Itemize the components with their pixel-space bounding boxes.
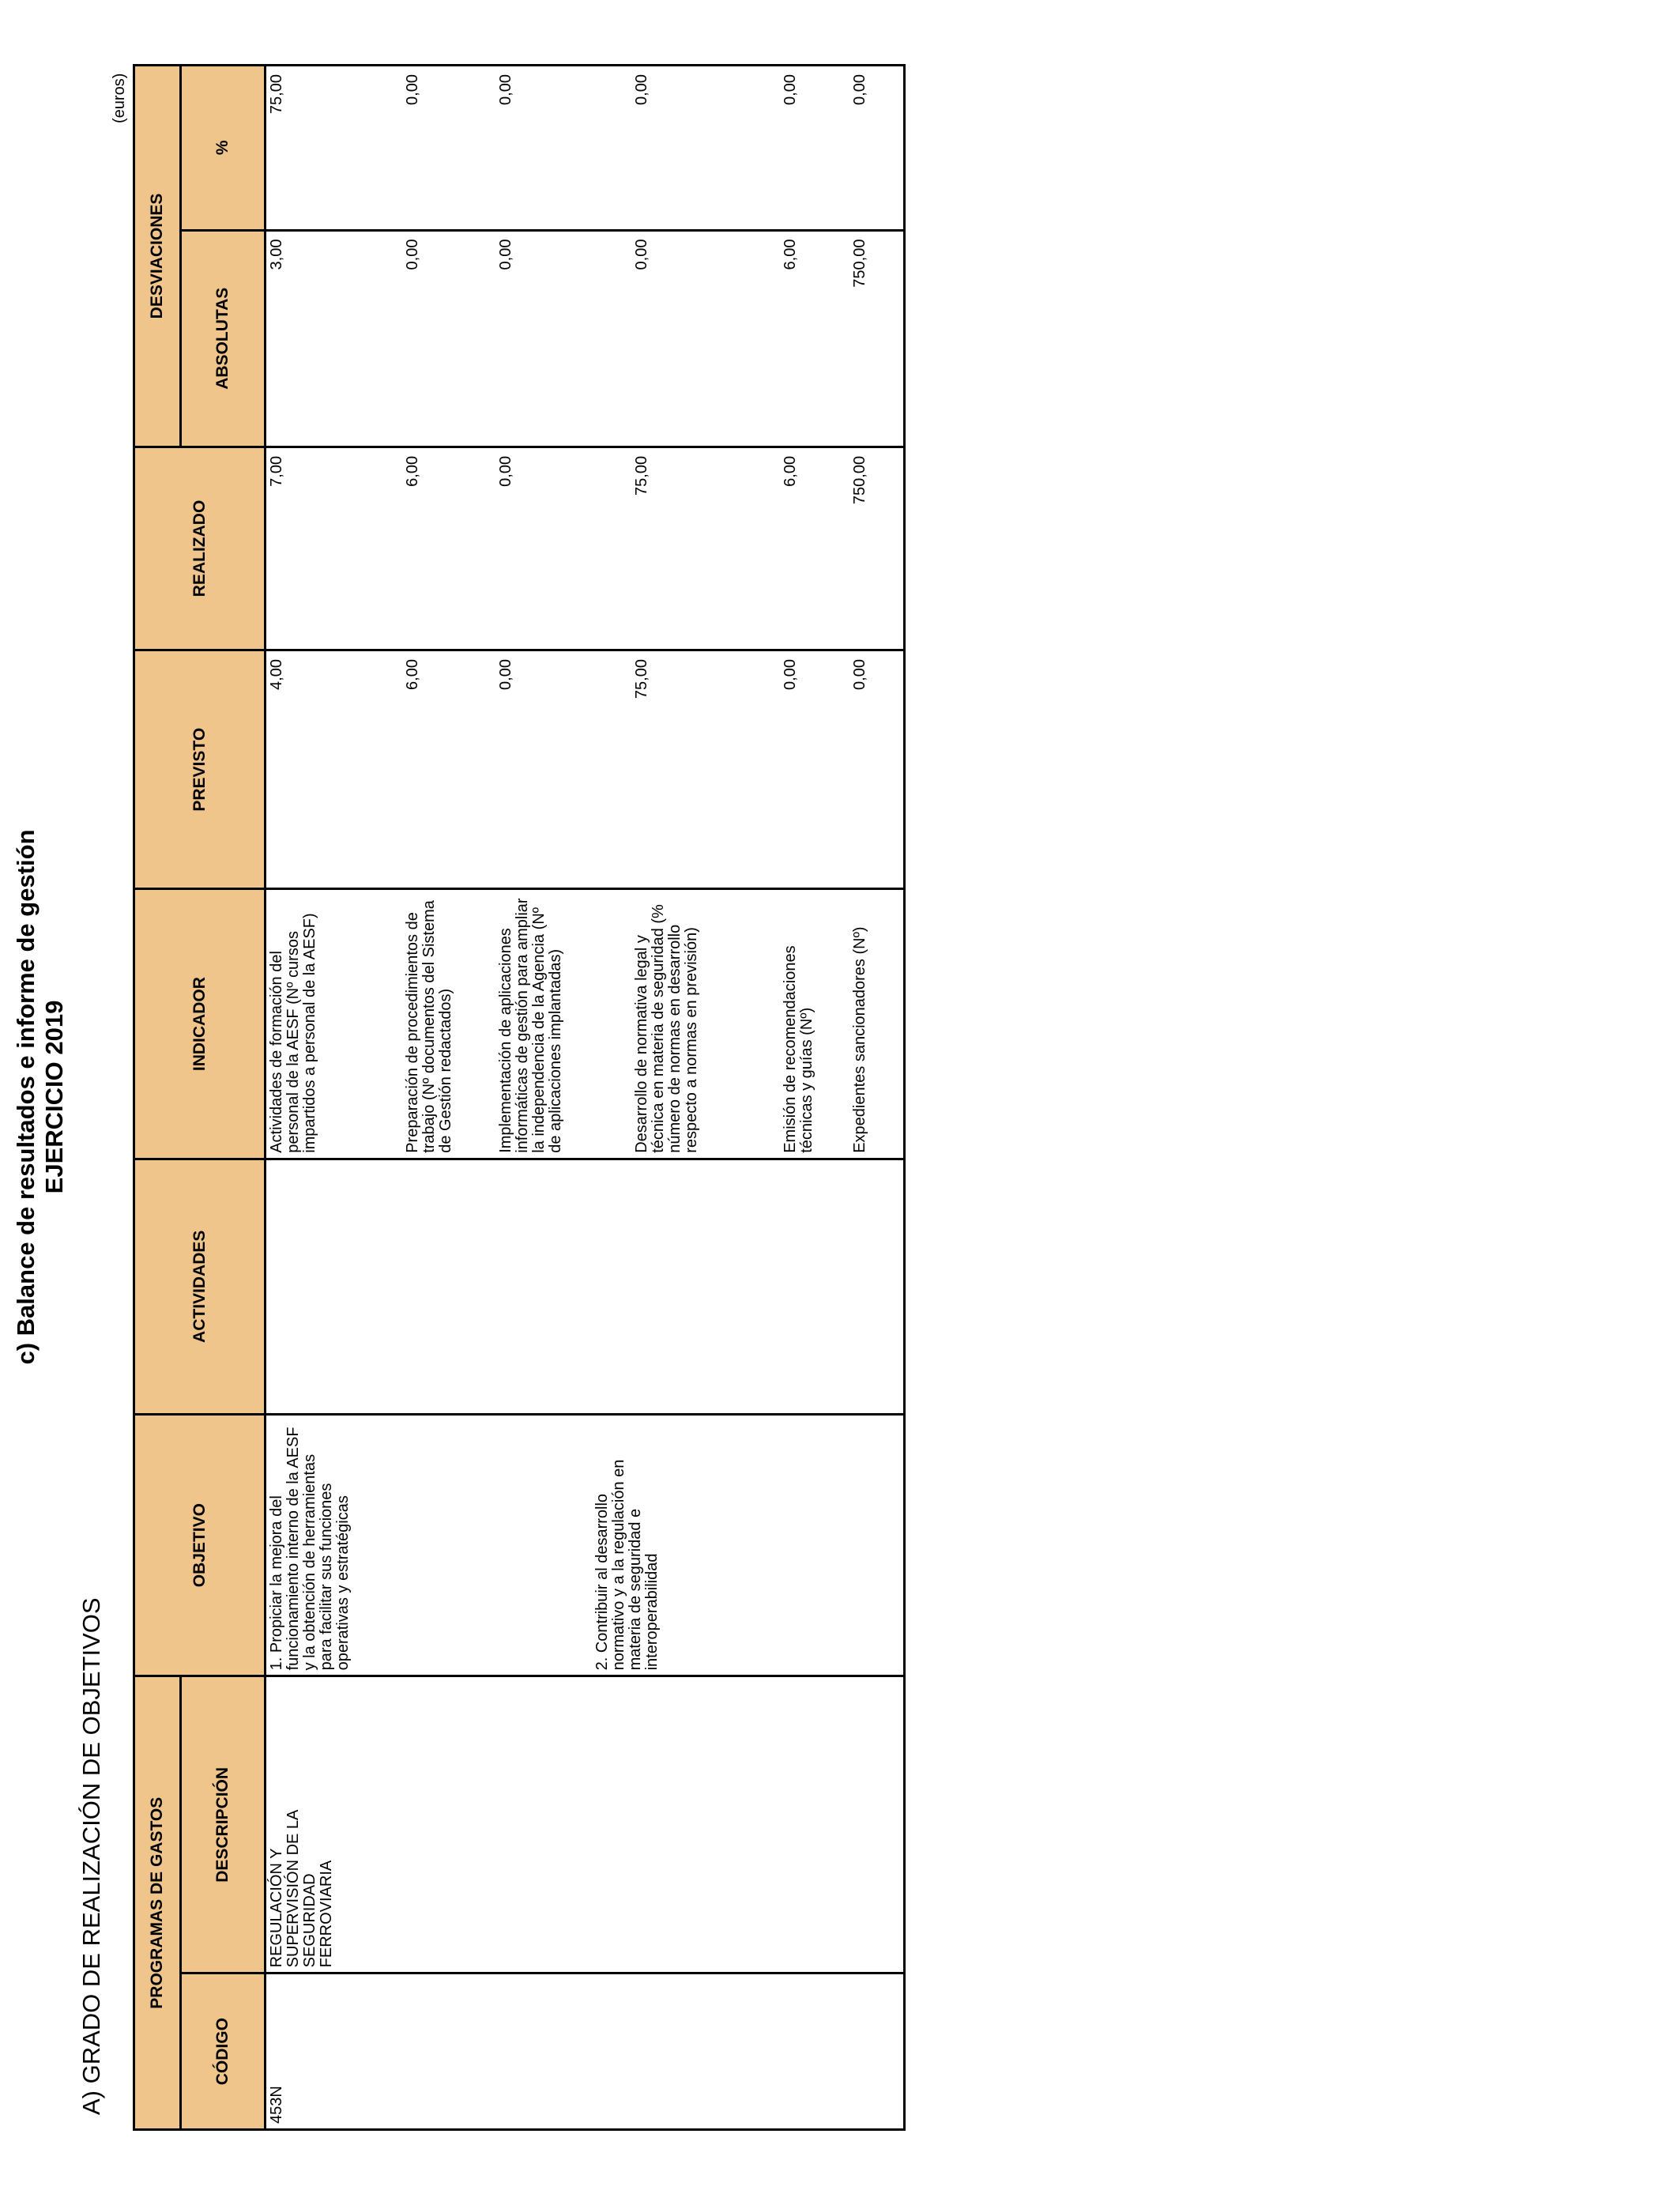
page-year: EJERCICIO 2019 <box>40 1000 68 1194</box>
objetivo-2: 2. Contribuir al desarrollo normativo y a la regulación en materia de seguridad e interoperabilidad <box>593 1459 661 1671</box>
realizado-3: 0,00 <box>497 455 514 487</box>
porcentaje-4: 0,00 <box>633 74 650 105</box>
absolutas-5: 6,00 <box>782 239 799 270</box>
objetivo-1: 1. Propiciar la mejora del funcionamiento interno de la AESF y la obtención de herramientas para facilitar sus funciones operativas y estratégicas <box>268 1427 352 1671</box>
cell-realizado <box>266 447 905 650</box>
indicador-2: Preparación de procedimientos de trabajo (Nº documentos del Sistema de Gestión redactados) <box>404 900 454 1153</box>
header-codigo: CÓDIGO <box>181 1973 266 2130</box>
header-absolutas: ABSOLUTAS <box>181 230 266 447</box>
previsto-6: 0,00 <box>851 659 868 690</box>
page-title: c) Balance de resultados e informe de gestión <box>12 829 40 1365</box>
descripcion-text: REGULACIÓN Y SUPERVISIÓN DE LA SEGURIDAD FERROVIARIA <box>268 1810 335 1968</box>
previsto-3: 0,00 <box>497 659 514 690</box>
section-title: A) GRADO DE REALIZACIÓN DE OBJETIVOS <box>77 1597 105 2115</box>
header-realizado: REALIZADO <box>134 447 266 650</box>
indicador-4: Desarrollo de normativa legal y técnica en materia de seguridad (% número de normas en desarrollo respecto a normas en previsión) <box>633 904 700 1153</box>
cell-objetivo <box>266 1414 905 1676</box>
absolutas-4: 0,00 <box>633 239 650 270</box>
cell-porcentaje <box>266 66 905 231</box>
porcentaje-2: 0,00 <box>404 74 421 105</box>
realizado-6: 750,00 <box>851 455 868 505</box>
absolutas-6: 750,00 <box>851 239 868 288</box>
cell-previsto <box>266 650 905 889</box>
units-label: (euros) <box>111 73 128 123</box>
objectives-table <box>133 64 906 2131</box>
realizado-2: 6,00 <box>404 455 421 487</box>
porcentaje-6: 0,00 <box>851 74 868 105</box>
previsto-4: 75,00 <box>633 659 650 699</box>
indicador-1: Actividades de formación del personal de la AESF (Nº cursos impartidos a personal de la AESF) <box>268 913 318 1153</box>
header-descripcion: DESCRIPCIÓN <box>181 1676 266 1973</box>
porcentaje-1: 75,00 <box>268 74 285 115</box>
cell-indicador <box>266 889 905 1159</box>
header-desviaciones: DESVIACIONES <box>134 66 181 447</box>
cell-actividades <box>266 1159 905 1414</box>
absolutas-1: 3,00 <box>268 239 285 270</box>
header-programas-de-gastos: PROGRAMAS DE GASTOS <box>134 1676 181 2130</box>
indicador-6: Expedientes sancionadores (Nº) <box>851 926 868 1153</box>
previsto-2: 6,00 <box>404 659 421 690</box>
header-indicador: INDICADOR <box>134 889 266 1159</box>
indicador-3: Implementación de aplicaciones informáticas de gestión para ampliar la independencia de la Agencia (Nº de aplicaciones implantadas) <box>497 898 564 1153</box>
indicador-5: Emisión de recomendaciones técnicas y guías (Nº) <box>782 945 816 1153</box>
header-previsto: PREVISTO <box>134 650 266 889</box>
table-row <box>266 66 905 2130</box>
realizado-4: 75,00 <box>633 455 650 496</box>
porcentaje-3: 0,00 <box>497 74 514 105</box>
cell-descripcion <box>266 1676 905 1973</box>
porcentaje-5: 0,00 <box>782 74 799 105</box>
header-objetivo: OBJETIVO <box>134 1414 266 1676</box>
cell-absolutas <box>266 230 905 447</box>
absolutas-2: 0,00 <box>404 239 421 270</box>
header-porcentaje: % <box>181 66 266 231</box>
realizado-5: 6,00 <box>782 455 799 487</box>
previsto-5: 0,00 <box>782 659 799 690</box>
realizado-1: 7,00 <box>268 455 285 487</box>
cell-codigo: 453N <box>266 1973 905 2130</box>
absolutas-3: 0,00 <box>497 239 514 270</box>
previsto-1: 4,00 <box>268 659 285 690</box>
header-actividades: ACTIVIDADES <box>134 1159 266 1414</box>
